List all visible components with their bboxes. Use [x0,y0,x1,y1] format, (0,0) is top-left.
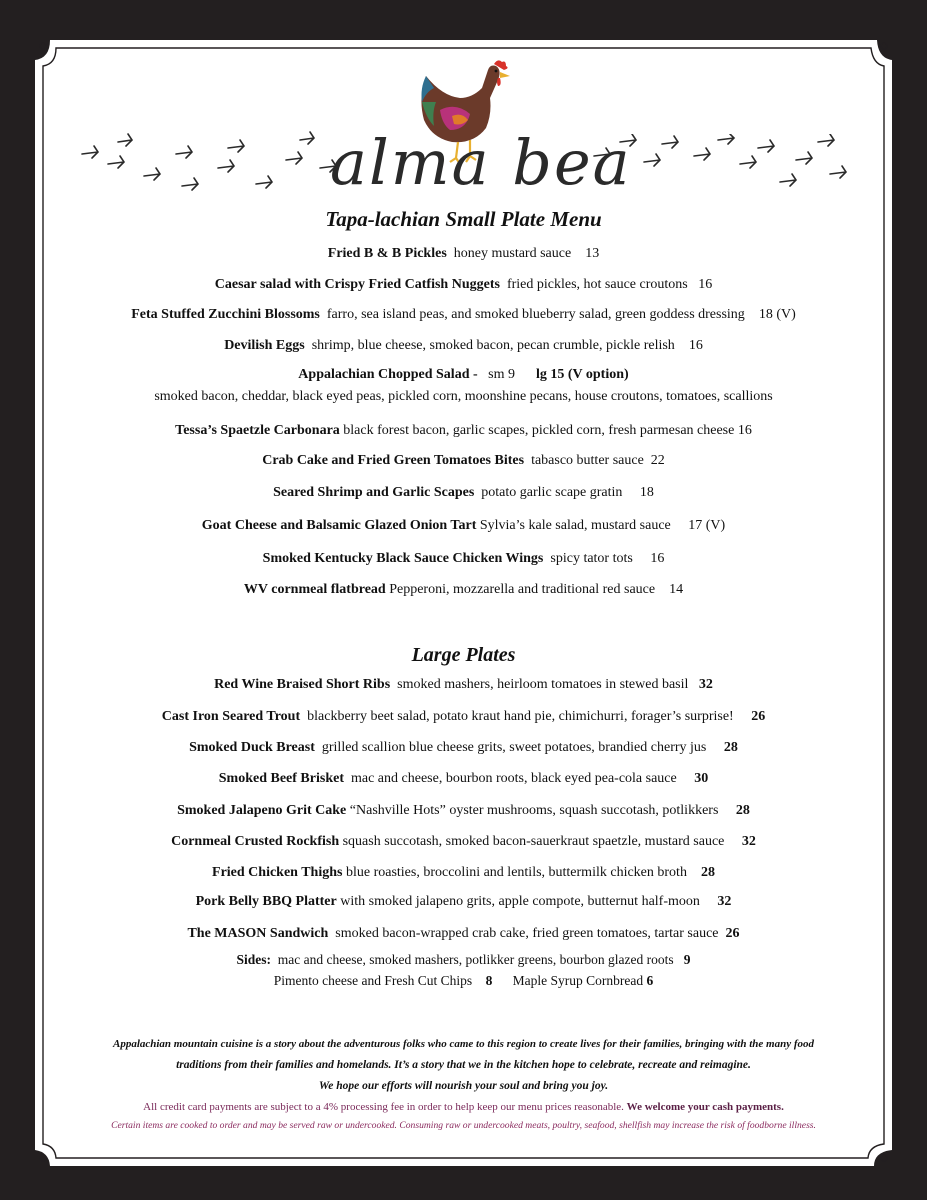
menu-item: Fried Chicken Thighs blue roasties, broccolini and lentils, buttermilk chicken broth 28 [212,865,715,880]
sides-line: Sides: mac and cheese, smoked mashers, potlikker greens, bourbon glazed roots 9 [236,952,691,967]
menu-item: The MASON Sandwich smoked bacon-wrapped crab cake, fried green tomatoes, tartar sauce 26 [187,926,740,941]
raw-food-warning: Certain items are cooked to order and may be served raw or undercooked. Consuming raw or undercooked meats, poultry, seafood, shellfish may increase the risk of foodborne illness. [111,1120,816,1131]
story-text-1: Appalachian mountain cuisine is a story about the adventurous folks who came to this region to create lives for their families, bringing with the many food [112,1038,815,1050]
bird-tracks-left-icon [78,128,340,202]
menu-item: Feta Stuffed Zucchini Blossoms farro, sea island peas, and smoked blueberry salad, green goddess dressing 18 (V) [131,307,796,322]
menu-item: Red Wine Braised Short Ribs smoked mashers, heirloom tomatoes in stewed basil 32 [214,677,713,692]
menu-item: Cast Iron Seared Trout blackberry beet salad, potato kraut hand pie, chimichurri, forager’s surprise! 26 [161,709,766,724]
menu-item: Goat Cheese and Balsamic Glazed Onion Tart Sylvia’s kale salad, mustard sauce 17 (V) [201,518,726,533]
small-plates-title: Tapa-lachian Small Plate Menu [325,207,602,231]
menu-item: Devilish Eggs shrimp, blue cheese, smoked bacon, pecan crumble, pickle relish 16 [224,338,703,353]
menu-item: Cornmeal Crusted Rockfish squash succotash, smoked bacon-sauerkraut spaetzle, mustard sauce 32 [171,834,756,849]
sides-line-2: Pimento cheese and Fresh Cut Chips 8 Maple Syrup Cornbread 6 [273,973,654,988]
menu-item: Smoked Duck Breast grilled scallion blue cheese grits, sweet potatoes, brandied cherry jus 28 [189,740,738,755]
menu-item: Smoked Beef Brisket mac and cheese, bourbon roots, black eyed pea-cola sauce 30 [218,771,709,786]
menu-item: Appalachian Chopped Salad - sm 9 lg 15 (V option) [298,367,629,382]
menu-item: Fried B & B Pickles honey mustard sauce 13 [327,246,600,261]
large-plates-title: Large Plates [411,644,516,666]
menu-item: Caesar salad with Crispy Fried Catfish Nuggets fried pickles, hot sauce croutons 16 [214,277,713,292]
menu-item-subdesc: smoked bacon, cheddar, black eyed peas, pickled corn, moonshine pecans, house croutons, tomatoes, scallions [154,389,773,404]
brand-logo-text: alma bea [330,126,632,199]
menu-item: Smoked Kentucky Black Sauce Chicken Wings spicy tator tots 16 [262,551,665,566]
menu-item: Smoked Jalapeno Grit Cake “Nashville Hots” oyster mushrooms, squash succotash, potlikkers 28 [177,803,750,818]
story-text-3: We hope our efforts will nourish your soul and bring you joy. [318,1080,609,1092]
menu-item: Pork Belly BBQ Platter with smoked jalapeno grits, apple compote, butternut half-moon 32 [195,894,732,909]
menu-item: Crab Cake and Fried Green Tomatoes Bites tabasco butter sauce 22 [262,453,665,468]
menu-item: WV cornmeal flatbread Pepperoni, mozzarella and traditional red sauce 14 [243,582,684,597]
story-text-2: traditions from their families and homelands. It’s a story that we in the kitchen hope to celebrate, recreate and reimagine. [176,1059,751,1071]
payment-note: All credit card payments are subject to a 4% processing fee in order to help keep our menu prices reasonable. We welcome your cash payments. [143,1101,784,1113]
menu-item: Seared Shrimp and Garlic Scapes potato garlic scape gratin 18 [273,485,654,500]
menu-item: Tessa’s Spaetzle Carbonara black forest bacon, garlic scapes, pickled corn, fresh parmesan cheese 16 [175,423,752,438]
